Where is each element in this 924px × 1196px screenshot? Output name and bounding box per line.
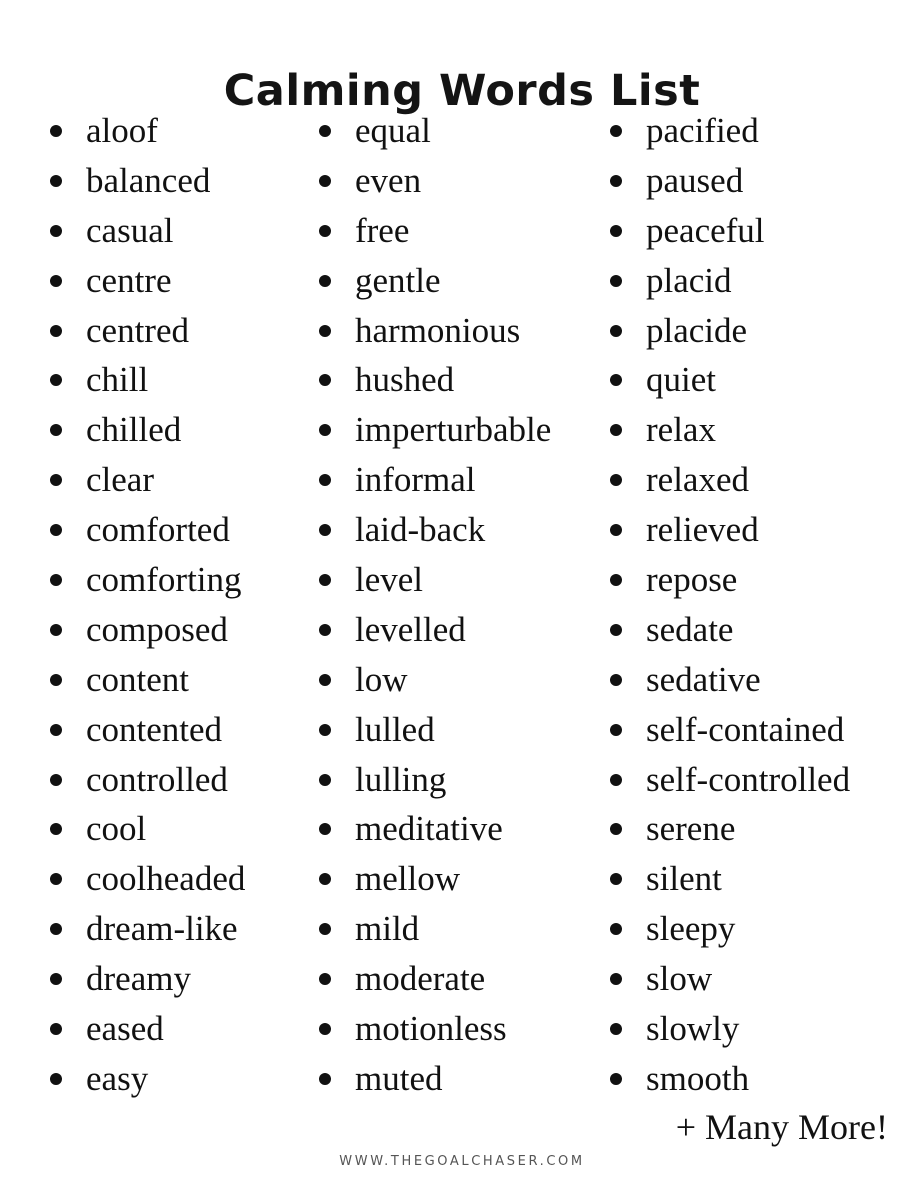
word-text: self-controlled <box>646 759 851 799</box>
list-item <box>313 206 551 256</box>
word-text: mild <box>355 909 420 949</box>
bullet-icon <box>610 374 622 386</box>
list-item <box>604 256 850 306</box>
word-text: chill <box>86 360 149 400</box>
bullet-icon <box>50 225 62 237</box>
list-item <box>44 106 245 156</box>
list-item <box>604 1004 850 1054</box>
bullet-icon <box>319 225 331 237</box>
bullet-icon <box>50 374 62 386</box>
bullet-icon <box>319 125 331 137</box>
word-text: sedative <box>646 659 761 699</box>
list-item <box>604 755 850 805</box>
word-column-2 <box>313 106 551 1104</box>
bullet-icon <box>50 724 62 736</box>
list-item <box>44 804 245 854</box>
bullet-icon <box>50 125 62 137</box>
list-item <box>44 156 245 206</box>
bullet-icon <box>50 325 62 337</box>
list-item <box>313 904 551 954</box>
list-item <box>44 206 245 256</box>
word-text: balanced <box>86 160 211 200</box>
bullet-icon <box>319 574 331 586</box>
bullet-icon <box>610 275 622 287</box>
word-text: eased <box>86 1008 164 1048</box>
bullet-icon <box>610 175 622 187</box>
bullet-icon <box>610 873 622 885</box>
word-text: imperturbable <box>355 410 552 450</box>
list-item <box>313 605 551 655</box>
word-text: relax <box>646 410 716 450</box>
bullet-icon <box>319 873 331 885</box>
list-item <box>604 705 850 755</box>
bullet-icon <box>319 374 331 386</box>
word-text: mellow <box>355 859 460 899</box>
bullet-icon <box>319 823 331 835</box>
bullet-icon <box>610 1023 622 1035</box>
word-text: dream-like <box>86 909 238 949</box>
bullet-icon <box>610 474 622 486</box>
list-item <box>44 755 245 805</box>
bullet-icon <box>50 574 62 586</box>
list-item <box>44 1054 245 1104</box>
word-text: gentle <box>355 260 441 300</box>
bullet-icon <box>319 973 331 985</box>
word-text: easy <box>86 1058 149 1098</box>
word-text: pacified <box>646 110 759 150</box>
word-text: sedate <box>646 609 734 649</box>
list-item <box>604 904 850 954</box>
word-text: lulling <box>355 759 447 799</box>
page-title: Calming Words List <box>223 65 701 116</box>
word-text: aloof <box>86 110 158 150</box>
word-text: quiet <box>646 360 716 400</box>
word-text: free <box>355 210 410 250</box>
list-item <box>44 355 245 405</box>
list-item <box>604 804 850 854</box>
list-item <box>44 555 245 605</box>
bullet-icon <box>610 125 622 137</box>
word-text: centred <box>86 310 189 350</box>
list-item <box>44 1004 245 1054</box>
bullet-icon <box>50 424 62 436</box>
list-item <box>604 555 850 605</box>
list-item <box>313 804 551 854</box>
bullet-icon <box>50 474 62 486</box>
list-item <box>604 405 850 455</box>
list-item <box>604 455 850 505</box>
bullet-icon <box>610 823 622 835</box>
list-item <box>313 455 551 505</box>
word-text: sleepy <box>646 909 736 949</box>
word-text: dreamy <box>86 959 191 999</box>
bullet-icon <box>319 624 331 636</box>
bullet-icon <box>319 774 331 786</box>
list-item <box>44 954 245 1004</box>
bullet-icon <box>319 275 331 287</box>
word-text: low <box>355 659 408 699</box>
word-text: moderate <box>355 959 486 999</box>
word-text: composed <box>86 609 228 649</box>
bullet-icon <box>50 873 62 885</box>
word-text: muted <box>355 1058 443 1098</box>
list-item <box>44 256 245 306</box>
bullet-icon <box>319 474 331 486</box>
bullet-icon <box>50 674 62 686</box>
word-text: chilled <box>86 410 182 450</box>
word-text: centre <box>86 260 172 300</box>
word-column-3 <box>604 106 850 1104</box>
word-text: relaxed <box>646 460 749 500</box>
bullet-icon <box>319 674 331 686</box>
list-item <box>44 306 245 356</box>
bullet-icon <box>610 724 622 736</box>
word-text: levelled <box>355 609 466 649</box>
list-item <box>313 505 551 555</box>
list-item <box>313 555 551 605</box>
list-item <box>313 1054 551 1104</box>
word-text: placid <box>646 260 732 300</box>
bullet-icon <box>610 424 622 436</box>
bullet-icon <box>50 774 62 786</box>
list-item <box>44 505 245 555</box>
word-text: repose <box>646 559 738 599</box>
word-text: relieved <box>646 510 759 550</box>
word-text: contented <box>86 709 223 749</box>
bullet-icon <box>50 275 62 287</box>
bullet-icon <box>50 823 62 835</box>
bullet-icon <box>319 175 331 187</box>
bullet-icon <box>610 774 622 786</box>
word-text: content <box>86 659 190 699</box>
list-item <box>44 405 245 455</box>
list-item <box>313 705 551 755</box>
word-text: smooth <box>646 1058 750 1098</box>
website-url: WWW.THEGOALCHASER.COM <box>339 1154 585 1169</box>
word-text: harmonious <box>355 310 521 350</box>
word-text: lulled <box>355 709 435 749</box>
list-item <box>604 206 850 256</box>
list-item <box>313 755 551 805</box>
bullet-icon <box>50 624 62 636</box>
word-text: paused <box>646 160 744 200</box>
bullet-icon <box>50 1073 62 1085</box>
list-item <box>604 355 850 405</box>
list-item <box>313 1004 551 1054</box>
list-item <box>313 156 551 206</box>
bullet-icon <box>319 1073 331 1085</box>
word-text: motionless <box>355 1008 507 1048</box>
bullet-icon <box>50 923 62 935</box>
list-item <box>44 455 245 505</box>
list-item <box>604 156 850 206</box>
list-item <box>604 605 850 655</box>
word-text: even <box>355 160 422 200</box>
bullet-icon <box>610 973 622 985</box>
bullet-icon <box>319 1023 331 1035</box>
bullet-icon <box>50 1023 62 1035</box>
bullet-icon <box>610 674 622 686</box>
many-more-label: + Many More! <box>675 1107 888 1147</box>
bullet-icon <box>50 175 62 187</box>
list-item <box>604 655 850 705</box>
bullet-icon <box>319 424 331 436</box>
bullet-icon <box>50 524 62 536</box>
word-text: slowly <box>646 1008 740 1048</box>
bullet-icon <box>319 923 331 935</box>
list-item <box>313 106 551 156</box>
bullet-icon <box>610 574 622 586</box>
word-text: silent <box>646 859 722 899</box>
bullet-icon <box>610 624 622 636</box>
list-item <box>44 854 245 904</box>
word-text: clear <box>86 460 154 500</box>
list-item <box>44 605 245 655</box>
word-text: slow <box>646 959 713 999</box>
list-item <box>313 256 551 306</box>
word-text: placide <box>646 310 748 350</box>
list-item <box>604 106 850 156</box>
list-item <box>313 306 551 356</box>
word-column-1 <box>44 106 245 1104</box>
list-item <box>313 405 551 455</box>
list-item <box>44 705 245 755</box>
list-item <box>313 355 551 405</box>
word-text: meditative <box>355 809 503 849</box>
word-text: coolheaded <box>86 859 246 899</box>
list-item <box>604 306 850 356</box>
bullet-icon <box>319 325 331 337</box>
word-text: level <box>355 559 424 599</box>
word-text: comforting <box>86 559 242 599</box>
list-item <box>604 1054 850 1104</box>
list-item <box>604 954 850 1004</box>
list-item <box>604 854 850 904</box>
word-text: self-contained <box>646 709 845 749</box>
word-text: laid-back <box>355 510 486 550</box>
bullet-icon <box>610 325 622 337</box>
list-item <box>313 954 551 1004</box>
bullet-icon <box>319 524 331 536</box>
list-item <box>313 854 551 904</box>
bullet-icon <box>610 225 622 237</box>
word-text: equal <box>355 110 431 150</box>
bullet-icon <box>610 524 622 536</box>
list-item <box>313 655 551 705</box>
bullet-icon <box>50 973 62 985</box>
word-text: informal <box>355 460 476 500</box>
word-text: casual <box>86 210 174 250</box>
list-item <box>44 655 245 705</box>
word-text: comforted <box>86 510 230 550</box>
list-item <box>44 904 245 954</box>
bullet-icon <box>610 923 622 935</box>
bullet-icon <box>610 1073 622 1085</box>
word-text: controlled <box>86 759 228 799</box>
bullet-icon <box>319 724 331 736</box>
word-text: peaceful <box>646 210 765 250</box>
word-text: serene <box>646 809 736 849</box>
word-text: hushed <box>355 360 455 400</box>
list-item <box>604 505 850 555</box>
word-text: cool <box>86 809 147 849</box>
